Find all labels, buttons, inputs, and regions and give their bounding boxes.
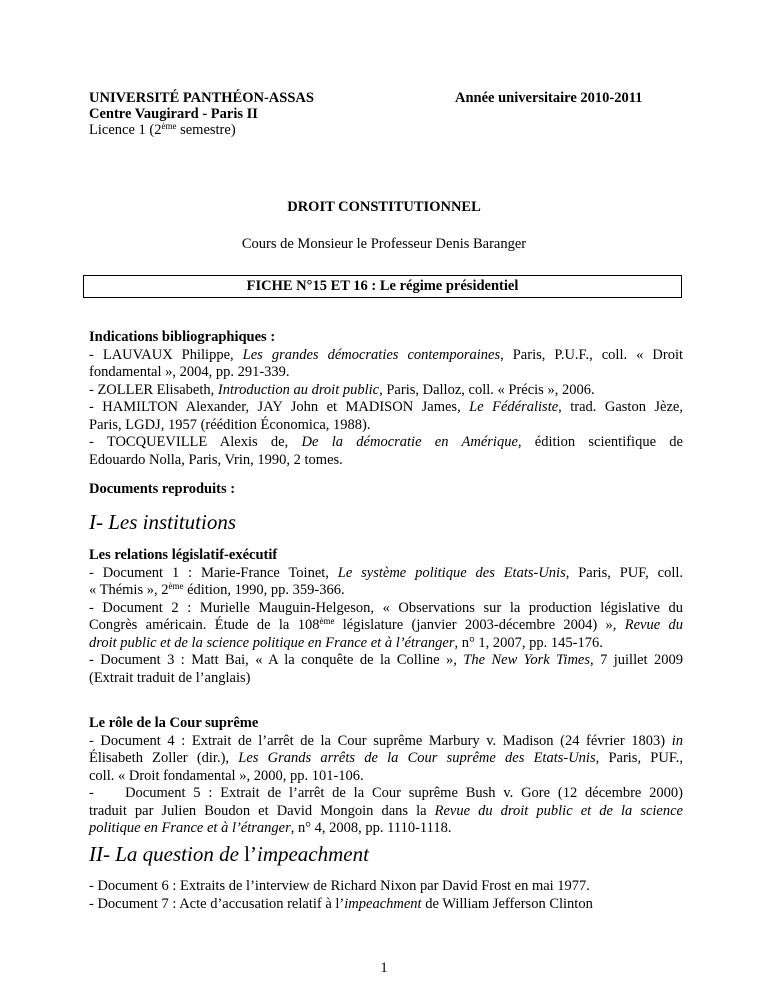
fiche-title: FICHE N°15 ET 16 : Le régime présidentiel xyxy=(246,278,519,294)
subsection-heading: Le rôle de la Cour suprême xyxy=(89,715,259,731)
bibliography-heading: Indications bibliographiques : xyxy=(89,329,276,345)
biblio-text: - HAMILTON Alexander, JAY John et MADISON James, xyxy=(89,399,470,415)
doc-title: droit public et de la science politique en France et à l’étranger xyxy=(89,634,455,651)
document-4-cont2: coll. « Droit fondamental », 2000, pp. 101-106. xyxy=(89,767,364,784)
licence-line xyxy=(89,122,314,138)
subsection-heading: Les relations législatif-exécutif xyxy=(89,547,278,563)
doc-text: Congrès américain. Étude de la 108 xyxy=(89,617,320,633)
biblio-text: - TOCQUEVILLE Alexis de, xyxy=(89,434,302,450)
biblio-text: - ZOLLER Elisabeth, xyxy=(89,381,218,398)
document-6: - Document 6 : Extraits de l’interview de Richard Nixon par David Frost en mai 1977. xyxy=(89,878,590,894)
doc-title: politique en France et à l’étranger xyxy=(89,820,291,836)
documents-heading: Documents reproduits : xyxy=(89,481,236,497)
doc-text: - Document 1 : Marie-France Toinet, xyxy=(89,564,338,581)
doc-title: Revue du xyxy=(624,617,683,633)
impeachment-block xyxy=(89,878,683,913)
biblio-text: , Paris, P.U.F., coll. « Droit xyxy=(500,346,683,363)
section-2-title-part: impeachment xyxy=(256,842,369,866)
biblio-text: - LAUVAUX Philippe, xyxy=(89,346,243,363)
biblio-entry-lauvaux xyxy=(89,347,683,365)
licence-sup: ème xyxy=(161,121,177,131)
doc-title: Les Grands arrêts de la Cour suprême des Etats-Unis xyxy=(238,750,596,766)
biblio-entry-lauvaux-cont: fondamental », 2004, pp. 291-339. xyxy=(89,364,290,380)
doc-text: édition, 1990, pp. 359-366. xyxy=(183,582,345,598)
doc-text: , Paris, PUF., xyxy=(595,750,683,766)
document-2: - Document 2 : Murielle Mauguin-Helgeson, « Observations sur la production législative du xyxy=(89,599,683,616)
document-5-cont2 xyxy=(89,820,683,838)
section-2-title-part: l’ xyxy=(244,842,257,866)
professor-line: Cours de Monsieur le Professeur Denis Baranger xyxy=(241,236,527,252)
document-2-cont xyxy=(89,617,683,635)
document-1 xyxy=(89,565,683,583)
page-number: 1 xyxy=(380,960,388,976)
biblio-book-title: Les grandes démocraties contemporaines xyxy=(242,346,501,363)
doc-title: , The New York Times xyxy=(453,652,591,668)
section-1-title: I- Les institutions xyxy=(89,510,237,534)
doc-sup: ème xyxy=(168,581,184,591)
biblio-entry-hamilton xyxy=(89,399,683,417)
doc-title: Revue du droit public et de la science xyxy=(434,802,683,819)
document-4-cont xyxy=(89,750,683,768)
document-5: - Document 5 : Extrait de l’arrêt de la Cour suprême Bush v. Gore (12 décembre 2000) xyxy=(89,785,683,801)
doc-text: , 7 juillet 2009 xyxy=(590,652,684,668)
doc-text: , n° 1, 2007, pp. 145-176. xyxy=(454,634,603,651)
doc-title: Le système politique des Etats-Unis xyxy=(337,564,566,581)
document-3 xyxy=(89,652,683,670)
document-2-cont2 xyxy=(89,635,683,653)
doc-text: - Document 3 : Matt Bai, « A la conquête de la Colline » xyxy=(89,652,454,668)
academic-year: Année universitaire 2010-2011 xyxy=(455,90,643,106)
bibliography-block xyxy=(89,329,683,469)
doc-text: traduit par Julien Boudon et David Mongoin dans la xyxy=(89,802,435,819)
legislative-executive-block xyxy=(89,547,683,687)
licence-text-end: semestre) xyxy=(176,122,236,138)
document-4 xyxy=(89,733,683,751)
document-5-cont xyxy=(89,803,683,821)
biblio-book-title: Introduction au droit public xyxy=(217,381,380,398)
biblio-book-title: De la démocratie en Amérique xyxy=(301,434,518,450)
doc-text: - Document 4 : Extrait de l’arrêt de la Cour suprême Marbury v. Madison (24 février 1803) xyxy=(89,732,672,749)
document-7 xyxy=(89,896,683,914)
doc-text: , Paris, PUF, coll. xyxy=(565,564,683,581)
doc-sup: ème xyxy=(319,616,335,626)
biblio-entry-tocqueville xyxy=(89,434,683,452)
section-2-title-part: II- La question de xyxy=(89,842,245,866)
doc-text-italic: in xyxy=(671,732,683,749)
header-left xyxy=(89,90,314,138)
licence-text: Licence 1 (2 xyxy=(89,122,162,138)
biblio-entry-hamilton-cont: Paris, LGDJ, 1957 (réédition Économica, 1988). xyxy=(89,416,371,433)
biblio-book-title: Le Fédéraliste xyxy=(469,399,559,415)
biblio-text: , trad. Gaston Jèze, xyxy=(558,399,683,415)
doc-text: Élisabeth Zoller (dir.), xyxy=(89,750,239,766)
doc-text: - Document 7 : Acte d’accusation relatif à l’ xyxy=(89,895,345,912)
centre-name: Centre Vaugirard - Paris II xyxy=(89,106,258,122)
document-1-cont xyxy=(89,582,683,600)
doc-text: , n° 4, 2008, pp. 1110-1118. xyxy=(290,820,452,836)
document-3-cont: (Extrait traduit de l’anglais) xyxy=(89,669,251,686)
university-name: UNIVERSITÉ PANTHÉON-ASSAS xyxy=(89,90,314,106)
biblio-entry-tocqueville-cont: Edouardo Nolla, Paris, Vrin, 1990, 2 tomes. xyxy=(89,451,343,468)
biblio-text: , Paris, Dalloz, coll. « Précis », 2006. xyxy=(379,381,595,398)
course-title: DROIT CONSTITUTIONNEL xyxy=(287,199,481,215)
doc-text-italic: impeachment xyxy=(344,895,422,912)
biblio-text: , édition scientifique de xyxy=(517,434,683,450)
doc-text: de William Jefferson Clinton xyxy=(421,895,593,912)
doc-text: législature (janvier 2003-décembre 2004) », xyxy=(334,617,625,633)
doc-text: « Thémis », 2 xyxy=(89,582,169,598)
supreme-court-block xyxy=(89,715,683,838)
biblio-entry-zoller xyxy=(89,382,683,400)
section-2-title xyxy=(89,842,369,867)
fiche-title-box xyxy=(83,275,682,298)
